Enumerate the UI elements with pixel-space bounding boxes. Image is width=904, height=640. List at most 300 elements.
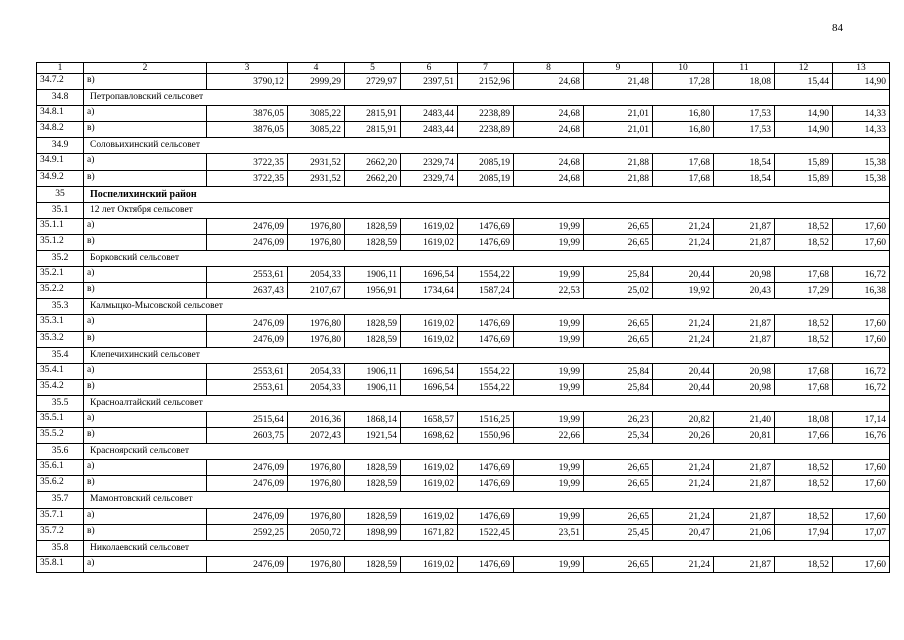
table-cell: 14,90 (775, 106, 833, 122)
section-title: Соловьихинский сельсовет (84, 138, 890, 154)
table-cell: 16,38 (833, 283, 890, 299)
table-cell: 1976,80 (288, 556, 345, 572)
table-cell: 23,51 (514, 524, 584, 540)
table-cell: 1619,02 (401, 315, 458, 331)
section-title: 12 лет Октября сельсовет (84, 202, 890, 218)
row-label: в) (84, 428, 207, 444)
section-title: Петропавловский сельсовет (84, 90, 890, 106)
section-code: 35.8 (37, 540, 84, 556)
table-cell: 2476,09 (207, 556, 288, 572)
row-code: 35.2.1 (37, 267, 84, 283)
table-cell: 20,44 (653, 267, 714, 283)
table-cell: 2238,89 (458, 106, 514, 122)
table-cell: 21,24 (653, 476, 714, 492)
table-cell: 21,24 (653, 315, 714, 331)
table-row (37, 508, 890, 524)
table-row (37, 476, 890, 492)
table-cell: 1476,69 (458, 218, 514, 234)
row-code: 34.8.2 (37, 122, 84, 138)
table-cell: 2483,44 (401, 122, 458, 138)
table-cell: 20,98 (714, 267, 775, 283)
table-cell: 17,68 (653, 154, 714, 170)
table-row (37, 363, 890, 379)
table-cell: 2815,91 (345, 122, 401, 138)
table-cell: 1671,82 (401, 524, 458, 540)
table-cell: 1658,57 (401, 411, 458, 427)
section-code: 35.2 (37, 251, 84, 267)
column-header-13: 13 (833, 63, 890, 74)
table-cell: 17,68 (775, 363, 833, 379)
table-cell: 1828,59 (345, 460, 401, 476)
row-label: а) (84, 267, 207, 283)
table-cell: 15,89 (775, 170, 833, 186)
table-cell: 25,84 (584, 379, 653, 395)
row-code: 35.7.1 (37, 508, 84, 524)
column-header-6: 6 (401, 63, 458, 74)
table-cell: 17,60 (833, 218, 890, 234)
column-header-1: 1 (37, 63, 84, 74)
table-cell: 26,65 (584, 315, 653, 331)
table-row (37, 315, 890, 331)
table-cell: 18,08 (775, 411, 833, 427)
table-cell: 21,87 (714, 218, 775, 234)
table-cell: 20,43 (714, 283, 775, 299)
section-code: 34.9 (37, 138, 84, 154)
table-row (37, 218, 890, 234)
table-cell: 21,01 (584, 106, 653, 122)
table-cell: 14,90 (775, 122, 833, 138)
row-label: в) (84, 283, 207, 299)
table-cell: 2553,61 (207, 379, 288, 395)
table-cell: 25,84 (584, 267, 653, 283)
table-cell: 2072,43 (288, 428, 345, 444)
table-cell: 21,24 (653, 508, 714, 524)
table-body (37, 63, 890, 573)
table-cell: 18,54 (714, 170, 775, 186)
table-row (37, 379, 890, 395)
row-code: 35.8.1 (37, 556, 84, 572)
table-cell: 2054,33 (288, 363, 345, 379)
section-code: 35.4 (37, 347, 84, 363)
table-cell: 22,53 (514, 283, 584, 299)
district-row (37, 186, 890, 202)
table-cell: 1619,02 (401, 331, 458, 347)
table-cell: 2637,43 (207, 283, 288, 299)
table-cell: 16,72 (833, 363, 890, 379)
table-cell: 20,81 (714, 428, 775, 444)
table-cell: 25,45 (584, 524, 653, 540)
table-cell: 3876,05 (207, 106, 288, 122)
row-code: 35.2.2 (37, 283, 84, 299)
table-cell: 1516,25 (458, 411, 514, 427)
section-code: 35.3 (37, 299, 84, 315)
row-label: в) (84, 74, 207, 90)
table-cell: 1828,59 (345, 508, 401, 524)
table-cell: 2329,74 (401, 170, 458, 186)
section-title: Клепечихинский сельсовет (84, 347, 890, 363)
table-cell: 21,24 (653, 234, 714, 250)
table-cell: 1868,14 (345, 411, 401, 427)
table-cell: 17,60 (833, 508, 890, 524)
section-code: 35.1 (37, 202, 84, 218)
table-cell: 1696,54 (401, 363, 458, 379)
table-cell: 2592,25 (207, 524, 288, 540)
table-cell: 2729,97 (345, 74, 401, 90)
table-cell: 3085,22 (288, 106, 345, 122)
row-label: в) (84, 524, 207, 540)
table-cell: 3722,35 (207, 154, 288, 170)
table-cell: 20,98 (714, 379, 775, 395)
table-cell: 26,65 (584, 476, 653, 492)
table-cell: 26,23 (584, 411, 653, 427)
table-row (37, 154, 890, 170)
table-cell: 3790,12 (207, 74, 288, 90)
table-cell: 1956,91 (345, 283, 401, 299)
table-cell: 2476,09 (207, 476, 288, 492)
row-label: а) (84, 460, 207, 476)
table-cell: 1698,62 (401, 428, 458, 444)
table-cell: 18,52 (775, 234, 833, 250)
table-cell: 2483,44 (401, 106, 458, 122)
row-label: а) (84, 218, 207, 234)
table-cell: 19,99 (514, 331, 584, 347)
section-row (37, 90, 890, 106)
row-label: в) (84, 379, 207, 395)
table-cell: 19,99 (514, 379, 584, 395)
table-cell: 1828,59 (345, 234, 401, 250)
district-title: Поспелихинский район (84, 186, 890, 202)
row-code: 35.4.2 (37, 379, 84, 395)
table-cell: 1476,69 (458, 508, 514, 524)
table-cell: 19,99 (514, 476, 584, 492)
table-cell: 21,88 (584, 154, 653, 170)
table-cell: 1828,59 (345, 331, 401, 347)
table-cell: 1734,64 (401, 283, 458, 299)
table-cell: 20,26 (653, 428, 714, 444)
section-row (37, 299, 890, 315)
table-cell: 17,60 (833, 315, 890, 331)
table-cell: 1828,59 (345, 476, 401, 492)
table-cell: 2999,29 (288, 74, 345, 90)
table-cell: 19,99 (514, 218, 584, 234)
table-cell: 17,60 (833, 234, 890, 250)
table-cell: 1976,80 (288, 460, 345, 476)
row-label: а) (84, 508, 207, 524)
table-row (37, 283, 890, 299)
table-cell: 1476,69 (458, 476, 514, 492)
column-header-8: 8 (514, 63, 584, 74)
page-number: 84 (832, 22, 843, 34)
table-cell: 1619,02 (401, 460, 458, 476)
row-code: 34.8.1 (37, 106, 84, 122)
table-cell: 17,94 (775, 524, 833, 540)
table-row (37, 556, 890, 572)
table-cell: 1976,80 (288, 234, 345, 250)
table-cell: 2662,20 (345, 154, 401, 170)
table-cell: 2397,51 (401, 74, 458, 90)
section-title: Красноярский сельсовет (84, 444, 890, 460)
column-header-5: 5 (345, 63, 401, 74)
table-cell: 21,48 (584, 74, 653, 90)
table-cell: 17,66 (775, 428, 833, 444)
table-cell: 1976,80 (288, 331, 345, 347)
table-cell: 2815,91 (345, 106, 401, 122)
table-cell: 3722,35 (207, 170, 288, 186)
column-header-3: 3 (207, 63, 288, 74)
row-code: 35.5.2 (37, 428, 84, 444)
table-cell: 2553,61 (207, 363, 288, 379)
table-cell: 21,01 (584, 122, 653, 138)
table-cell: 17,53 (714, 122, 775, 138)
table-cell: 19,99 (514, 460, 584, 476)
table-cell: 21,87 (714, 476, 775, 492)
table-cell: 17,68 (653, 170, 714, 186)
table-cell: 26,65 (584, 331, 653, 347)
table-cell: 24,68 (514, 154, 584, 170)
table-cell: 21,06 (714, 524, 775, 540)
row-label: а) (84, 411, 207, 427)
table-row (37, 428, 890, 444)
table-cell: 21,24 (653, 218, 714, 234)
section-code: 35.5 (37, 395, 84, 411)
table-cell: 21,88 (584, 170, 653, 186)
table-row (37, 234, 890, 250)
table-row (37, 267, 890, 283)
table-cell: 24,68 (514, 106, 584, 122)
table-cell: 19,99 (514, 363, 584, 379)
table-cell: 1476,69 (458, 460, 514, 476)
table-cell: 2603,75 (207, 428, 288, 444)
table-cell: 1906,11 (345, 267, 401, 283)
table-cell: 17,07 (833, 524, 890, 540)
table-row (37, 74, 890, 90)
section-row (37, 251, 890, 267)
row-label: а) (84, 154, 207, 170)
table-cell: 17,60 (833, 331, 890, 347)
table-cell: 2476,09 (207, 218, 288, 234)
table-cell: 21,87 (714, 460, 775, 476)
table-cell: 14,33 (833, 106, 890, 122)
row-code: 34.7.2 (37, 74, 84, 90)
row-code: 35.1.2 (37, 234, 84, 250)
row-code: 35.3.1 (37, 315, 84, 331)
table-cell: 25,02 (584, 283, 653, 299)
row-code: 35.6.2 (37, 476, 84, 492)
row-code: 35.3.2 (37, 331, 84, 347)
table-cell: 2085,19 (458, 170, 514, 186)
table-cell: 16,72 (833, 267, 890, 283)
table-cell: 3876,05 (207, 122, 288, 138)
table-cell: 18,52 (775, 476, 833, 492)
table-cell: 1906,11 (345, 379, 401, 395)
table-cell: 1619,02 (401, 476, 458, 492)
table-cell: 18,52 (775, 331, 833, 347)
table-cell: 1921,54 (345, 428, 401, 444)
table-cell: 2152,96 (458, 74, 514, 90)
table-cell: 1554,22 (458, 267, 514, 283)
table-cell: 2553,61 (207, 267, 288, 283)
section-title: Красноалтайский сельсовет (84, 395, 890, 411)
table-cell: 2016,36 (288, 411, 345, 427)
table-cell: 2329,74 (401, 154, 458, 170)
column-header-7: 7 (458, 63, 514, 74)
table-cell: 3085,22 (288, 122, 345, 138)
section-row (37, 492, 890, 508)
table-cell: 26,65 (584, 234, 653, 250)
table-cell: 16,80 (653, 122, 714, 138)
table-cell: 1976,80 (288, 476, 345, 492)
table-cell: 18,52 (775, 460, 833, 476)
table-cell: 16,76 (833, 428, 890, 444)
table-cell: 16,72 (833, 379, 890, 395)
table-cell: 19,99 (514, 267, 584, 283)
table-cell: 1476,69 (458, 331, 514, 347)
table-cell: 2054,33 (288, 379, 345, 395)
table-cell: 19,99 (514, 234, 584, 250)
row-label: в) (84, 476, 207, 492)
table-cell: 26,65 (584, 508, 653, 524)
table-cell: 1898,99 (345, 524, 401, 540)
table-cell: 17,60 (833, 460, 890, 476)
table-cell: 1619,02 (401, 218, 458, 234)
table-cell: 1550,96 (458, 428, 514, 444)
table-cell: 20,44 (653, 379, 714, 395)
row-code: 35.1.1 (37, 218, 84, 234)
table-cell: 1476,69 (458, 556, 514, 572)
table-cell: 20,47 (653, 524, 714, 540)
table-cell: 2476,09 (207, 331, 288, 347)
row-label: в) (84, 170, 207, 186)
table-cell: 1696,54 (401, 379, 458, 395)
table-cell: 18,52 (775, 556, 833, 572)
table-cell: 2054,33 (288, 267, 345, 283)
column-header-12: 12 (775, 63, 833, 74)
table-cell: 2238,89 (458, 122, 514, 138)
column-header-11: 11 (714, 63, 775, 74)
table-cell: 1828,59 (345, 556, 401, 572)
table-cell: 21,87 (714, 234, 775, 250)
table-cell: 1554,22 (458, 379, 514, 395)
table-cell: 26,65 (584, 218, 653, 234)
table-cell: 18,08 (714, 74, 775, 90)
table-cell: 1976,80 (288, 218, 345, 234)
table-cell: 14,90 (833, 74, 890, 90)
table-cell: 2931,52 (288, 154, 345, 170)
row-label: а) (84, 556, 207, 572)
row-code: 35.7.2 (37, 524, 84, 540)
table-cell: 25,34 (584, 428, 653, 444)
table-cell: 1476,69 (458, 315, 514, 331)
row-code: 34.9.1 (37, 154, 84, 170)
table-row (37, 524, 890, 540)
row-code: 35.4.1 (37, 363, 84, 379)
table-cell: 21,24 (653, 556, 714, 572)
table-cell: 1828,59 (345, 315, 401, 331)
table-cell: 2476,09 (207, 508, 288, 524)
table-cell: 17,28 (653, 74, 714, 90)
section-row (37, 202, 890, 218)
table-cell: 16,80 (653, 106, 714, 122)
table-cell: 18,52 (775, 315, 833, 331)
table-cell: 21,87 (714, 556, 775, 572)
table-cell: 17,14 (833, 411, 890, 427)
table-cell: 21,24 (653, 331, 714, 347)
row-label: в) (84, 122, 207, 138)
section-title: Калмыцко-Мысовской сельсовет (84, 299, 890, 315)
column-header-9: 9 (584, 63, 653, 74)
table-cell: 19,99 (514, 508, 584, 524)
row-label: а) (84, 315, 207, 331)
row-code: 34.9.2 (37, 170, 84, 186)
table-cell: 21,87 (714, 508, 775, 524)
table-cell: 21,24 (653, 460, 714, 476)
tariff-table (36, 62, 890, 573)
table-cell: 15,38 (833, 170, 890, 186)
section-title: Борковский сельсовет (84, 251, 890, 267)
table-cell: 17,60 (833, 476, 890, 492)
section-row (37, 395, 890, 411)
table-cell: 1976,80 (288, 315, 345, 331)
row-label: в) (84, 331, 207, 347)
row-label: а) (84, 363, 207, 379)
table-cell: 1828,59 (345, 218, 401, 234)
table-row (37, 331, 890, 347)
table-cell: 20,44 (653, 363, 714, 379)
table-cell: 1619,02 (401, 234, 458, 250)
table-cell: 19,99 (514, 411, 584, 427)
row-label: в) (84, 234, 207, 250)
table-cell: 1906,11 (345, 363, 401, 379)
table-row (37, 122, 890, 138)
table-cell: 21,40 (714, 411, 775, 427)
table-cell: 1619,02 (401, 556, 458, 572)
table-row (37, 106, 890, 122)
table-row (37, 460, 890, 476)
table-cell: 17,68 (775, 379, 833, 395)
section-code: 34.8 (37, 90, 84, 106)
row-code: 35.6.1 (37, 460, 84, 476)
section-title: Мамонтовский сельсовет (84, 492, 890, 508)
table-cell: 18,54 (714, 154, 775, 170)
table-cell: 2476,09 (207, 234, 288, 250)
table-cell: 26,65 (584, 556, 653, 572)
table-row (37, 170, 890, 186)
table-row (37, 411, 890, 427)
table-cell: 1976,80 (288, 508, 345, 524)
table-cell: 2050,72 (288, 524, 345, 540)
section-row (37, 347, 890, 363)
table-cell: 25,84 (584, 363, 653, 379)
table-cell: 1619,02 (401, 508, 458, 524)
table-cell: 24,68 (514, 74, 584, 90)
table-cell: 19,99 (514, 315, 584, 331)
section-code: 35.7 (37, 492, 84, 508)
table-cell: 2085,19 (458, 154, 514, 170)
section-row (37, 444, 890, 460)
table-cell: 14,33 (833, 122, 890, 138)
column-header-2: 2 (84, 63, 207, 74)
section-title: Николаевский сельсовет (84, 540, 890, 556)
table-cell: 17,29 (775, 283, 833, 299)
table-cell: 17,60 (833, 556, 890, 572)
table-cell: 15,38 (833, 154, 890, 170)
table-cell: 26,65 (584, 460, 653, 476)
table-cell: 2515,64 (207, 411, 288, 427)
table-cell: 2107,67 (288, 283, 345, 299)
table-cell: 20,98 (714, 363, 775, 379)
section-row (37, 138, 890, 154)
table-cell: 1522,45 (458, 524, 514, 540)
